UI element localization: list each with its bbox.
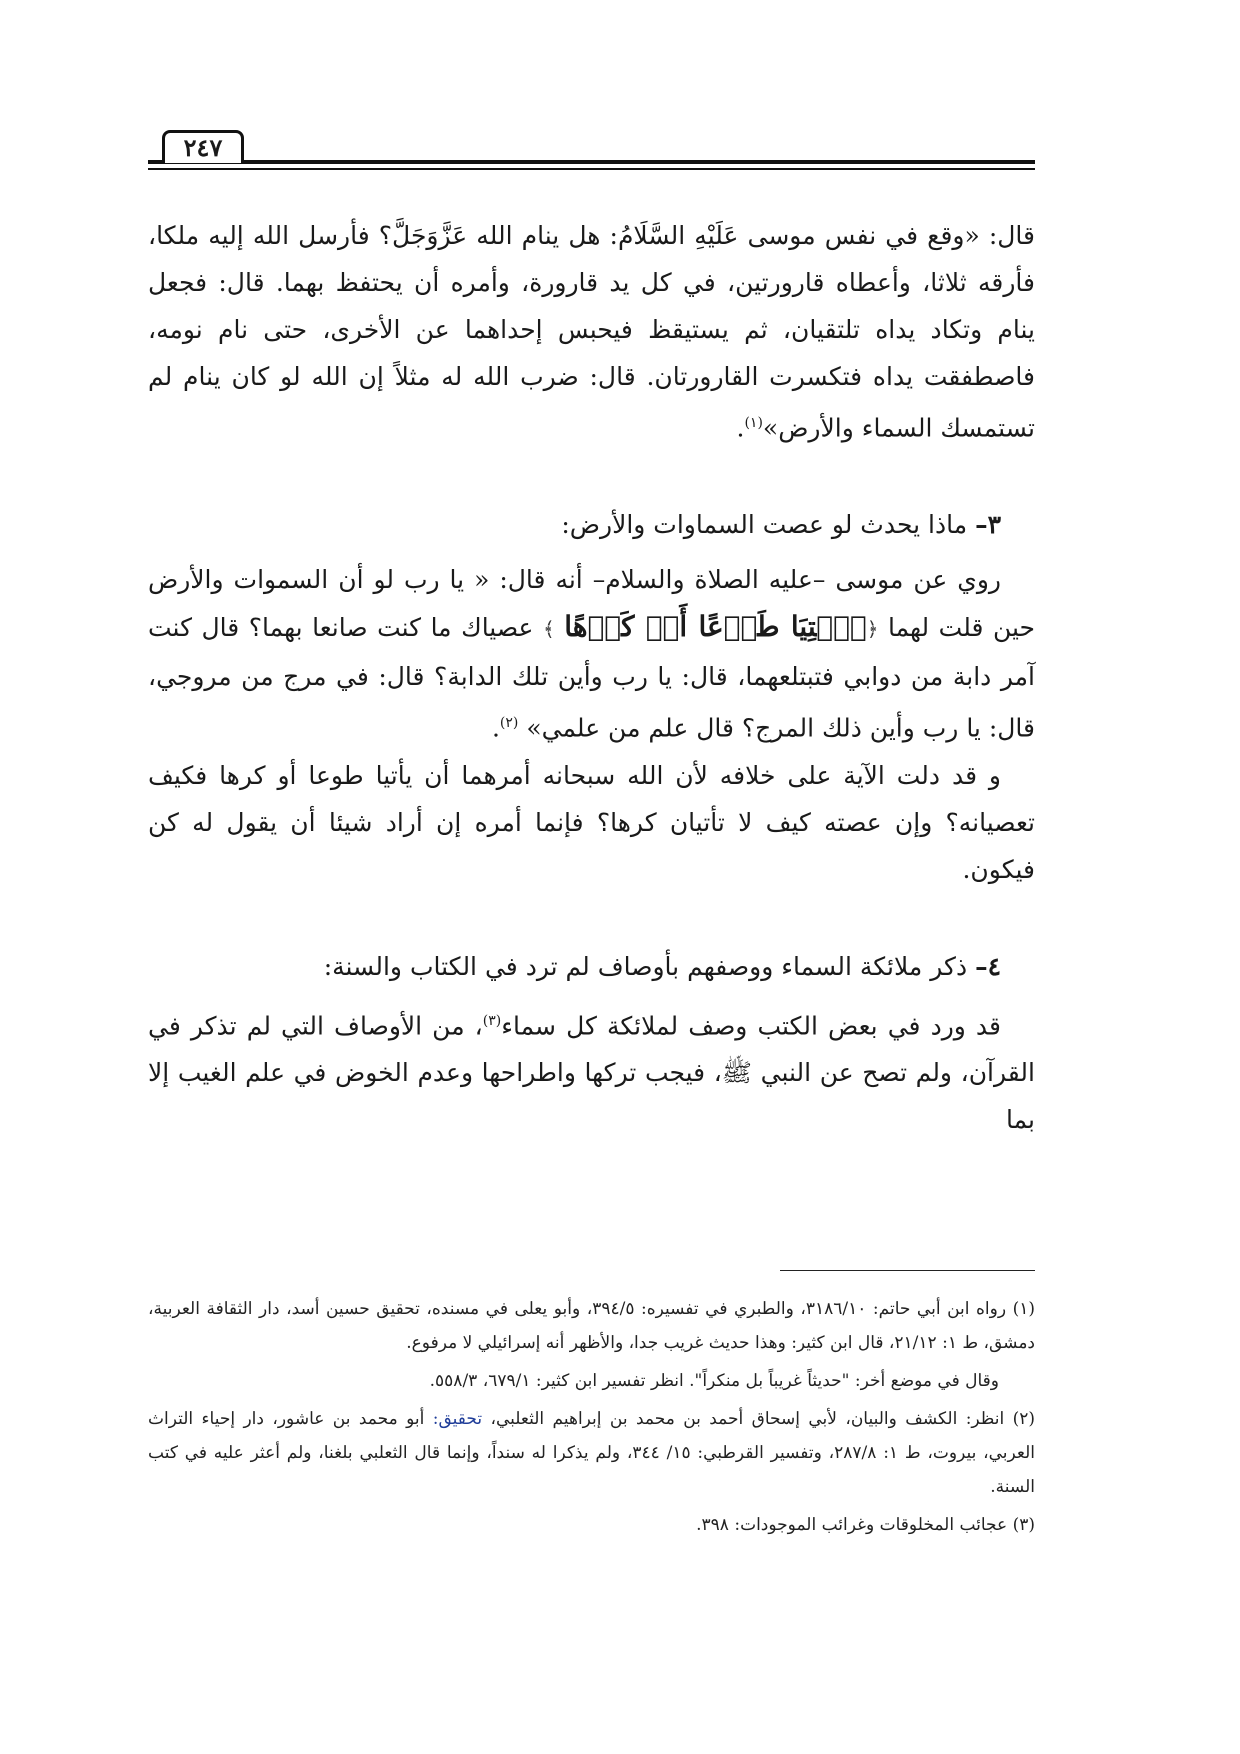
footnote-3: (٣) عجائب المخلوقات وغرائب الموجودات: ٣٩٨. — [696, 1515, 1035, 1535]
footnote-separator — [780, 1270, 1035, 1271]
heading-4-text: ذكر ملائكة السماء ووصفهم بأوصاف لم ترد في الكتاب والسنة: — [323, 951, 968, 981]
header-rule-thin — [148, 168, 1035, 170]
footnote-ref-1: (١) — [744, 415, 763, 431]
paragraph-2-text-b: عصياك ما كنت صانعا بهما؟ قال كنت آمر دابة من دوابي فتبتلعهما، قال: يا رب وأين تلك الدابة؟ قال: في مرج من مروجي، قال: يا رب وأين ذلك المرج؟ قال علم من علمي» — [148, 613, 1035, 743]
main-text — [148, 212, 1035, 1143]
paragraph-2-text-a: روي عن موسى –عليه الصلاة والسلام– أنه قال: « يا رب لو أن السموات والأرض حين قلت لهما — [148, 565, 1035, 643]
heading-3 — [148, 501, 1035, 548]
footnote-ref-2: (٢) — [499, 715, 519, 732]
paragraph-3: و قد دلت الآية على خلافه لأن الله سبحانه أمرهما أن يأتيا طوعا أو كرها فكيف تعصيانه؟ وإن عصته كيف لا تأتيان كرها؟ فإنما أمره إن أراد شيئا أن يقول له كن فيكون. — [148, 760, 1035, 884]
footnote-1-text: (١) رواه ابن أبي حاتم: ٣١٨٦/١٠، والطبري في تفسيره: ٣٩٤/٥، وأبو يعلى في مسنده، تحقيق حسين أسد، دار الثقافة العربية، دمشق، ط ١: ٢١/١٢، قال ابن كثير: وهذا حديث غريب جدا، والأظهر أنه إسرائيلي لا مرفوع. — [148, 1299, 1035, 1353]
paragraph-2: روي عن موسى –عليه الصلاة والسلام– أنه قال: « يا رب لو أن السموات والأرض حين قلت لهما ﴿ٱئۡتِيَا طَوۡعًا أَوۡ كَرۡهًا ﴾ عصياك ما كنت صانعا بهما؟ قال كنت آمر دابة من دوابي فتبتلعهما، قال: يا رب وأين تلك الدابة؟ قال: في مرج من مروجي، قال: يا رب وأين ذلك المرج؟ قال علم من علمي» $^{(٢)}$. — [148, 565, 1035, 743]
footnotes — [148, 1292, 1035, 1546]
paragraph-1-text: قال: «وقع في نفس موسى عَلَيْهِ السَّلَامُ: هل ينام الله عَزَّوَجَلَّ؟ فأرسل الله إليه ملكا، فأرقه ثلاثا، وأعطاه قارورتين، في كل يد قارورة، وأمره أن يحتفظ بهما. قال: فجعل ينام وتكاد يداه تلتقيان، ثم يستيقظ فيحبس إحداهما عن الأخرى، حتى نام نومه، فاصطفقت يداه فتكسرت القارورتان. قال: ضرب الله له مثلاً إن الله لو كان ينام لم تستمسك السماء والأرض» — [148, 221, 1035, 443]
paragraph-4 — [148, 998, 1035, 1143]
footnote-2-text-b: أبو محمد بن عاشور، دار إحياء التراث العربي، بيروت، ط ١: ٢٨٧/٨، وتفسير القرطبي: ١٥/ ٣٤٤، ولم يذكرا له سنداً، وإنما قال الثعلبي بلغنا، ولم أعثر عليه في كتب السنة. — [148, 1409, 1035, 1497]
heading-3-number: ٣– — [975, 510, 1001, 540]
page-header — [148, 130, 1035, 170]
page-number: ٢٤٧ — [162, 130, 244, 163]
header-rule-thick — [148, 160, 1035, 164]
heading-4-number: ٤– — [975, 951, 1001, 981]
footnote-2-text-a: (٢) انظر: الكشف والبيان، لأبي إسحاق أحمد بن محمد بن إبراهيم الثعلبي، — [490, 1409, 1036, 1429]
ayah-close-ornament: ﴾ — [542, 617, 555, 642]
footnote-1 — [148, 1292, 1035, 1360]
heading-3-text: ماذا يحدث لو عصت السماوات والأرض: — [561, 510, 968, 540]
footnote-2 — [148, 1402, 1035, 1504]
footnote-1-continued: وقال في موضع أخر: "حديثاً غريباً بل منكراً". انظر تفسير ابن كثير: ٦٧٩/١، ٥٥٨/٣. — [429, 1371, 999, 1391]
ayah-open-ornament: ﴿ — [866, 617, 879, 642]
heading-4 — [148, 943, 1035, 990]
footnote-ref-3: (٣) — [482, 1012, 502, 1029]
quran-ayah: ٱئۡتِيَا طَوۡعًا أَوۡ كَرۡهًا — [564, 610, 867, 644]
footnote-2-tahqiq-label: تحقيق: — [432, 1409, 483, 1429]
paragraph-4-text-b: ، من الأوصاف التي لم تذكر في القرآن، ولم تصح عن النبي ﷺ، فيجب تركها واطراحها وعدم الخوض في علم الغيب إلا بما — [148, 1010, 1035, 1134]
paragraph-4-text-a: قد ورد في بعض الكتب وصف لملائكة كل سماء — [501, 1010, 1002, 1040]
paragraph-1: قال: «وقع في نفس موسى عَلَيْهِ السَّلَامُ: هل ينام الله عَزَّوَجَلَّ؟ فأرسل الله إليه ملكا، فأرقه ثلاثا، وأعطاه قارورتين، في كل يد قارورة، وأمره أن يحتفظ بهما. قال: فجعل ينام وتكاد يداه تلتقيان، ثم يستيقظ فيحبس إحداهما عن الأخرى، حتى نام نومه، فاصطفقت يداه فتكسرت القارورتان. قال: ضرب الله له مثلاً إن الله لو كان ينام لم تستمسك السماء والأرض»$^{(١)}$. — [148, 221, 1035, 443]
